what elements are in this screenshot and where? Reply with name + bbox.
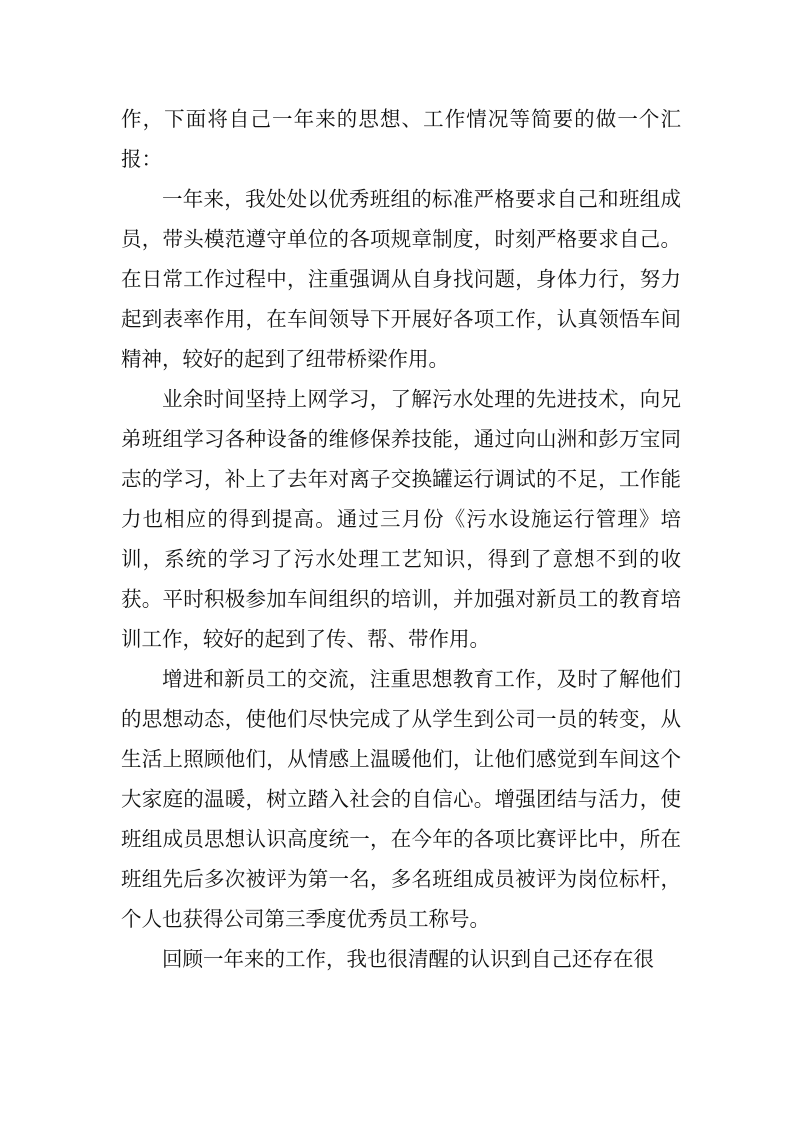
paragraph-2: 一年来，我处处以优秀班组的标准严格要求自己和班组成员，带头模范遵守单位的各项规章制度，时刻严格要求自己。在日常工作过程中，注重强调从自身找问题，身体力行，努力起到表率作用，在车间领导下开展好各项工作，认真领悟车间精神，较好的起到了纽带桥梁作用。 bbox=[121, 187, 681, 371]
paragraph-3: 业余时间坚持上网学习，了解污水处理的先进技术，向兄弟班组学习各种设备的维修保养技能，通过向山洲和彭万宝同志的学习，补上了去年对离子交换罐运行调试的不足，工作能力也相应的得到提高。通过三月份《污水设施运行管理》培训，系统的学习了污水处理工艺知识，得到了意想不到的收获。平时积极参加车间组织的培训，并加强对新员工的教育培训工作，较好的起到了传、帮、带作用。 bbox=[121, 387, 681, 651]
paragraph-1: 作，下面将自己一年来的思想、工作情况等简要的做一个汇报： bbox=[121, 107, 681, 171]
paragraph-5: 回顾一年来的工作，我也很清醒的认识到自己还存在很 bbox=[162, 947, 654, 971]
document-body bbox=[121, 99, 681, 979]
paragraph-4: 增进和新员工的交流，注重思想教育工作，及时了解他们的思想动态，使他们尽快完成了从学生到公司一员的转变，从生活上照顾他们，从情感上温暖他们，让他们感觉到车间这个大家庭的温暖，树立踏入社会的自信心。增强团结与活力，使班组成员思想认识高度统一，在今年的各项比赛评比中，所在班组先后多次被评为第一名，多名班组成员被评为岗位标杆，个人也获得公司第三季度优秀员工称号。 bbox=[121, 667, 681, 931]
